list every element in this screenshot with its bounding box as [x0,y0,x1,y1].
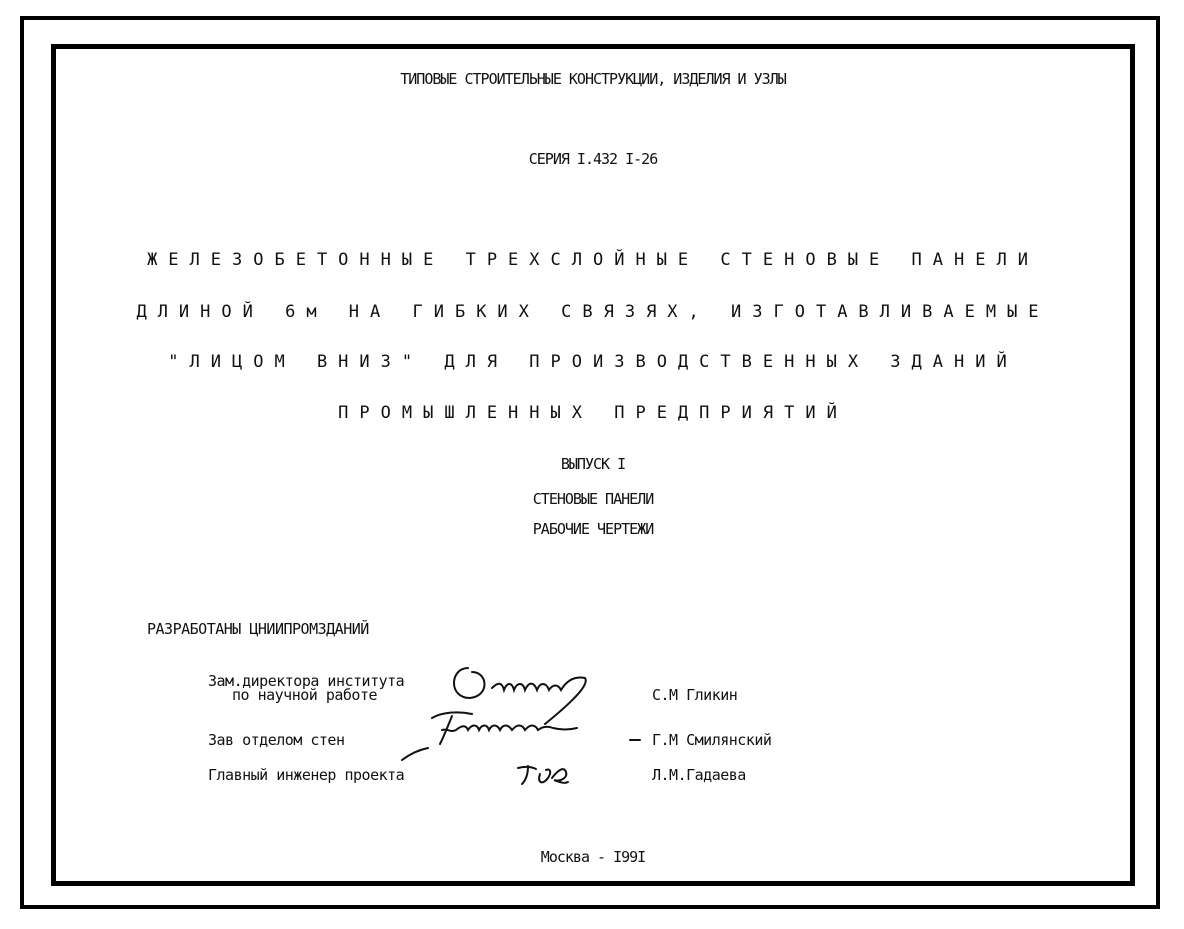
signatory-1-position: Зам.директора института [208,672,405,690]
title-line-3: "ЛИЦОМ ВНИЗ" ДЛЯ ПРОИЗВОДСТВЕННЫХ ЗДАНИЙ [168,352,1018,372]
title-line-1: ЖЕЛЕЗОБЕТОННЫЕ ТРЕХСЛОЙНЫЕ СТЕНОВЫЕ ПАНЕЛИ [147,250,1039,270]
developed-by: РАЗРАБОТАНЫ ЦНИИПРОМЗДАНИЙ [147,620,369,638]
title-line-4: ПРОМЫШЛЕННЫХ ПРЕДПРИЯТИЙ [338,403,848,423]
signatory-3-position: Главный инженер проекта [208,766,405,784]
series-number: СЕРИЯ І.432 І-26 [528,150,658,168]
document-header: ТИПОВЫЕ СТРОИТЕЛЬНЫЕ КОНСТРУКЦИИ, ИЗДЕЛИЯ И УЗЛЫ [400,70,786,88]
footer-city-year: Москва - І99І [540,848,646,866]
signatory-2-position: Зав отделом стен [208,731,345,749]
signatory-1-name: С.М Гликин [652,686,738,704]
signature-3 [518,766,568,784]
signatory-2-name: Г.М Смилянский [652,731,772,749]
subtitle-panels: СТЕНОВЫЕ ПАНЕЛИ [532,490,654,508]
signatory-3-name: Л.М.Гадаева [652,766,746,784]
signature-1 [454,668,586,724]
issue-label: ВЫПУСК І [560,455,626,473]
title-line-2: ДЛИНОЙ 6м НА ГИБКИХ СВЯЗЯХ, ИЗГОТАВЛИВАЕМЫЕ [136,302,1050,322]
signature-2 [402,712,640,760]
signatory-1-position-2: по научной работе [232,686,378,704]
subtitle-drawings: РАБОЧИЕ ЧЕРТЕЖИ [532,520,654,538]
